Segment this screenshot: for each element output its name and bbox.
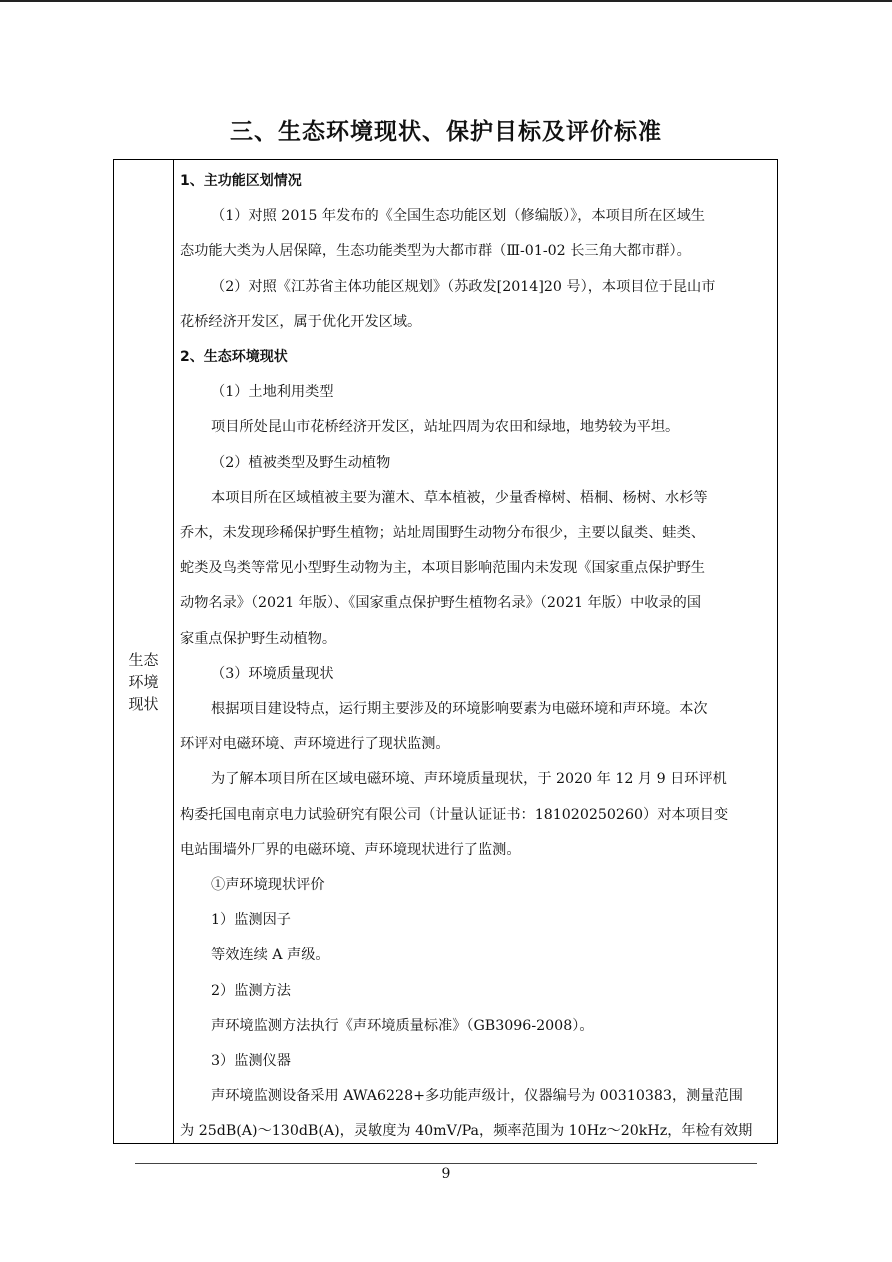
paragraph-line: 蛇类及鸟类等常见小型野生动物为主，本项目影响范围内未发现《国家重点保护野生 bbox=[180, 560, 705, 577]
paragraph-line: （1）对照 2015 年发布的《全国生态功能区划（修编版）》，本项目所在区域生 bbox=[211, 208, 705, 225]
content-table bbox=[113, 159, 778, 1144]
paragraph-line: （2）对照《江苏省主体功能区规划》（苏政发[2014]20 号），本项目位于昆山市 bbox=[211, 278, 716, 295]
paragraph-line: 本项目所在区域植被主要为灌木、草本植被，少量香樟树、梧桐、杨树、水杉等 bbox=[211, 489, 708, 506]
paragraph-line: 动物名录》（2021 年版）、《国家重点保护野生植物名录》（2021 年版）中收录的国 bbox=[180, 595, 702, 612]
paragraph-line: 电站围墙外厂界的电磁环境、声环境现状进行了监测。 bbox=[180, 841, 521, 858]
paragraph-line: 构委托国电南京电力试验研究有限公司（计量认证证书：181020250260）对本项目变 bbox=[180, 806, 729, 823]
paragraph-line: 2）监测方法 bbox=[211, 982, 291, 999]
paragraph-line: 3）监测仪器 bbox=[211, 1053, 291, 1070]
paragraph-line: （1）土地利用类型 bbox=[211, 384, 334, 401]
content-cell bbox=[174, 160, 777, 1143]
section-heading: 1、主功能区划情况 bbox=[180, 173, 302, 189]
paragraph-line: ①声环境现状评价 bbox=[211, 877, 325, 894]
row-label-line: 现状 bbox=[128, 694, 159, 713]
row-label-cell bbox=[114, 160, 174, 1143]
section-heading: 2、生态环境现状 bbox=[180, 349, 288, 366]
page-number: 9 bbox=[441, 1166, 451, 1182]
row-label bbox=[128, 589, 158, 715]
paragraph-line: 为了解本项目所在区域电磁环境、声环境质量现状，于 2020 年 12 月 9 日环评机 bbox=[211, 771, 727, 788]
row-label-line: 环境 bbox=[128, 672, 159, 691]
paragraph-line: 声环境监测方法执行《声环境质量标准》（GB3096-2008）。 bbox=[211, 1017, 594, 1034]
paragraph-line: 环评对电磁环境、声环境进行了现状监测。 bbox=[180, 736, 450, 753]
paragraph-line: 等效连续 A 声级。 bbox=[211, 947, 330, 964]
paragraph-line: 1）监测因子 bbox=[211, 912, 291, 929]
paragraph-line: 声环境监测设备采用 AWA6228+多功能声级计，仪器编号为 00310383，测量范围 bbox=[211, 1088, 743, 1105]
paragraph-line: 为 25dB(A)～130dB(A)，灵敏度为 40mV/Pa，频率范围为 10Hz～20kHz，年检有效期 bbox=[180, 1123, 753, 1140]
footer-divider bbox=[135, 1163, 757, 1164]
paragraph-line: （3）环境质量现状 bbox=[211, 665, 334, 682]
paragraph-line: 花桥经济开发区，属于优化开发区域。 bbox=[180, 313, 422, 330]
paragraph-line: 根据项目建设特点，运行期主要涉及的环境影响要素为电磁环境和声环境。本次 bbox=[211, 701, 708, 718]
paragraph-line: 态功能大类为人居保障，生态功能类型为大都市群（Ⅲ-01-02 长三角大都市群）。 bbox=[180, 243, 691, 260]
top-border-line bbox=[0, 0, 892, 2]
paragraph-line: 家重点保护野生动植物。 bbox=[180, 630, 337, 647]
paragraph-line: 项目所处昆山市花桥经济开发区，站址四周为农田和绿地，地势较为平坦。 bbox=[211, 419, 680, 436]
page-title: 三、生态环境现状、保护目标及评价标准 bbox=[230, 119, 662, 145]
paragraph-line: 乔木，未发现珍稀保护野生植物；站址周围野生动物分布很少，主要以鼠类、蛙类、 bbox=[180, 525, 705, 542]
paragraph-line: （2）植被类型及野生动植物 bbox=[211, 454, 391, 471]
row-label-line: 生态 bbox=[128, 650, 159, 669]
